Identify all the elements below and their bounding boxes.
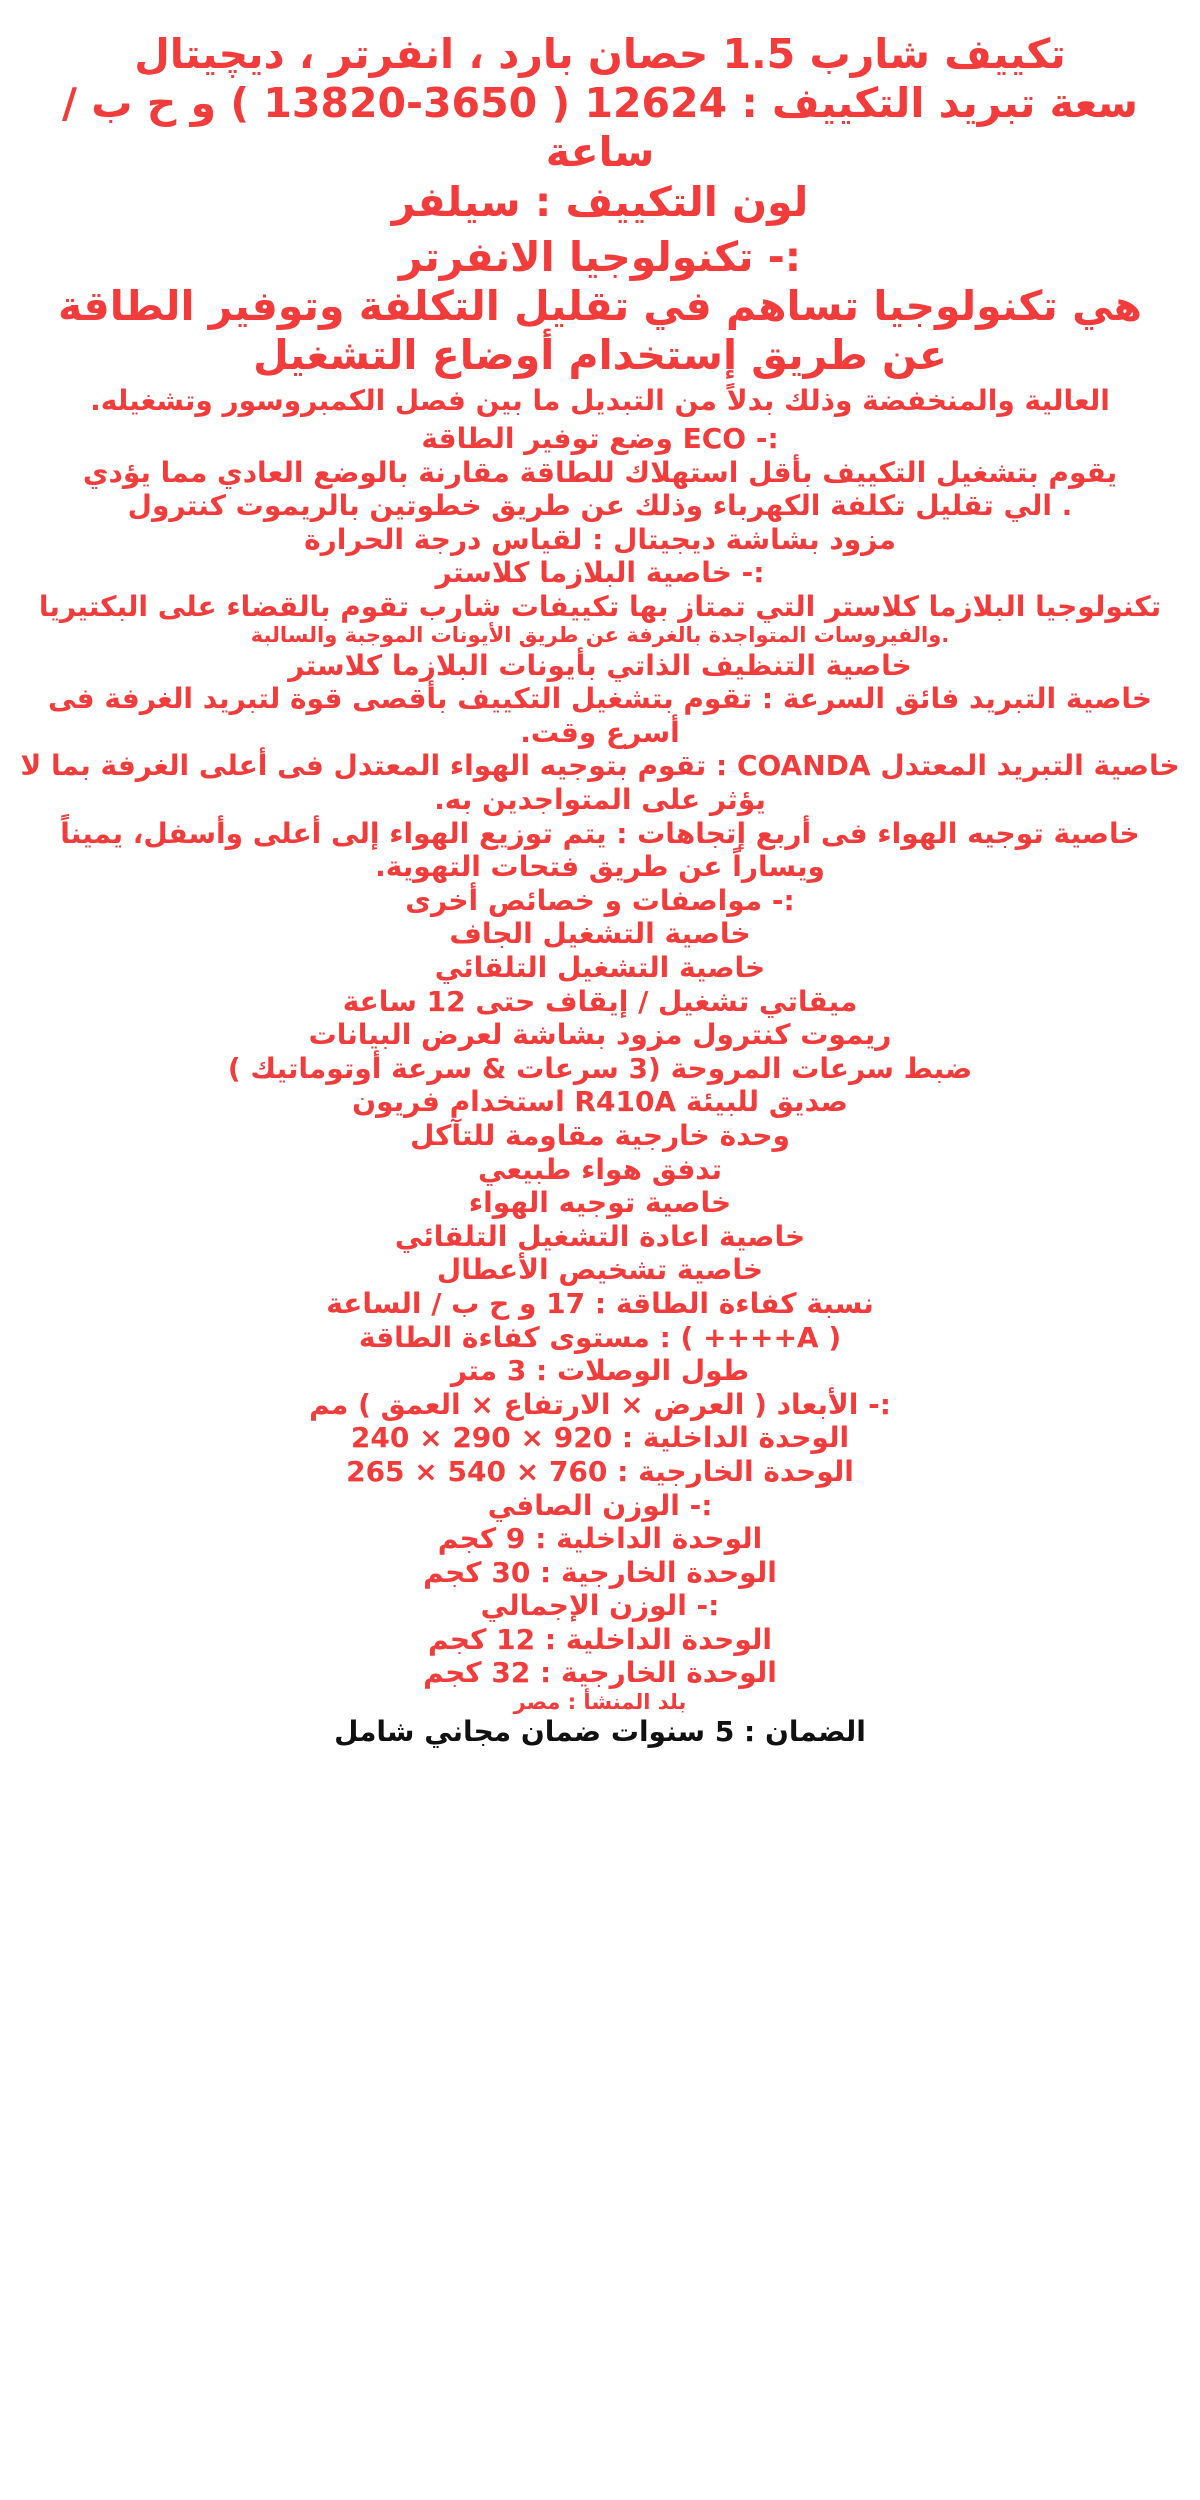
remote-control: ريموت كنترول مزود بشاشة لعرض البيانات [308, 1018, 892, 1052]
plasma-heading: :- خاصية البلازما كلاستر [435, 556, 765, 590]
plasma-text-2: .والفيروسات المتواجدة بالغرفة عن طريق الأيونات الموجبة والسالبة [250, 623, 950, 648]
self-clean: خاصية التنظيف الذاتي بأيونات البلازما كلاستر [288, 648, 912, 682]
warranty: الضمان : 5 سنوات ضمان مجاني شامل [334, 1715, 866, 1749]
inverter-text-3: العالية والمنخفضة وذلك بدلاً من التبديل ما بين فصل الكمبروسور وتشغيله. [90, 384, 1110, 418]
product-title: تكييف شارب 1.5 حصان بارد ، انفرتر ، ديچيتال [134, 30, 1066, 78]
coanda-cooling: خاصية التبريد المعتدل COANDA : تقوم بتوجيه الهواء المعتدل فى أعلى الغرفة بما لا يؤثر على المتواجدين به. [20, 749, 1180, 817]
dry-mode: خاصية التشغيل الجاف [449, 917, 751, 951]
air-direction: خاصية توجيه الهواء [468, 1186, 732, 1220]
digital-display: مزود بشاشة ديجيتال : لقياس درجة الحرارة [304, 522, 896, 556]
fault-diagnosis: خاصية تشخيص الأعطال [436, 1253, 764, 1287]
four-way-airflow: خاصية توجيه الهواء فى أربع إتجاهات : يتم توزيع الهواء إلى أعلى وأسفل، يميناً ويساراً عن طريق فتحات التهوية. [60, 816, 1140, 884]
outdoor-net-weight: الوحدة الخارجية : 30 كجم [423, 1555, 777, 1589]
plasma-text-1: تكنولوجيا البلازما كلاستر التي تمتاز بها تكييفات شارب تقوم بالقضاء على البكتيريا [38, 589, 1162, 623]
energy-ratio: نسبة كفاءة الطاقة : 17 و ح ب / الساعة [326, 1286, 874, 1320]
eco-heading: :- ECO وضع توفير الطاقة [421, 421, 779, 455]
indoor-net-weight: الوحدة الداخلية : 9 كجم [437, 1522, 763, 1556]
outdoor-dimensions: الوحدة الخارجية : 760 × 540 × 265 [346, 1454, 854, 1488]
refrigerant: صديق للبيئة R410A استخدام فريون [352, 1085, 848, 1119]
indoor-gross-weight: الوحدة الداخلية : 12 كجم [427, 1622, 773, 1656]
gross-weight-heading: :- الوزن الإجمالي [480, 1589, 720, 1623]
fan-speeds: ضبط سرعات المروحة (3 سرعات & سرعة أوتوماتيك ) [227, 1051, 973, 1085]
auto-restart: خاصية اعادة التشغيل التلقائي [394, 1219, 806, 1253]
net-weight-heading: :- الوزن الصافي [487, 1488, 713, 1522]
outdoor-unit-corrosion: وحدة خارجية مقاومة للتآكل [410, 1118, 790, 1152]
country-of-origin: بلد المنشأ : مصر [513, 1690, 687, 1715]
pipe-length: طول الوصلات : 3 متر [450, 1354, 750, 1388]
timer: ميقاتي تشغيل / إيقاف حتى 12 ساعة [342, 984, 858, 1018]
energy-class: ( A++++ ) : مستوى كفاءة الطاقة [358, 1320, 842, 1354]
outdoor-gross-weight: الوحدة الخارجية : 32 كجم [423, 1656, 777, 1690]
inverter-text-1: هي تكنولوجيا تساهم في تقليل التكلفة وتوفير الطاقة [58, 281, 1142, 330]
eco-text-2: . الي تقليل تكلفة الكهرباء وذلك عن طريق خطوتين بالريموت كنترول [127, 489, 1073, 523]
other-specs-heading: :- مواصفات و خصائص أخرى [405, 883, 795, 917]
dimensions-heading: :- الأبعاد ( العرض × الارتفاع × العمق ) مم [309, 1387, 891, 1421]
natural-airflow: تدفق هواء طبيعي [477, 1152, 722, 1186]
inverter-heading: :- تكنولوجيا الانفرتر [398, 232, 802, 281]
color-spec: لون التكييف : سيلفر [391, 177, 809, 226]
cooling-capacity: سعة تبريد التكييف : 12624 ( 3650-13820 ) و ح ب / ساعة [62, 79, 1138, 177]
inverter-text-2: عن طريق إستخدام أوضاع التشغيل [253, 331, 947, 380]
eco-text-1: يقوم بتشغيل التكييف بأقل استهلاك للطاقة مقارنة بالوضع العادي مما يؤدي [82, 455, 1118, 489]
auto-mode: خاصية التشغيل التلقائي [434, 951, 766, 984]
indoor-dimensions: الوحدة الداخلية : 920 × 290 × 240 [350, 1421, 850, 1455]
fast-cooling: خاصية التبريد فائق السرعة : تقوم بتشغيل التكييف بأقصى قوة لتبريد الغرفة فى أسرع وقت. [47, 682, 1153, 749]
